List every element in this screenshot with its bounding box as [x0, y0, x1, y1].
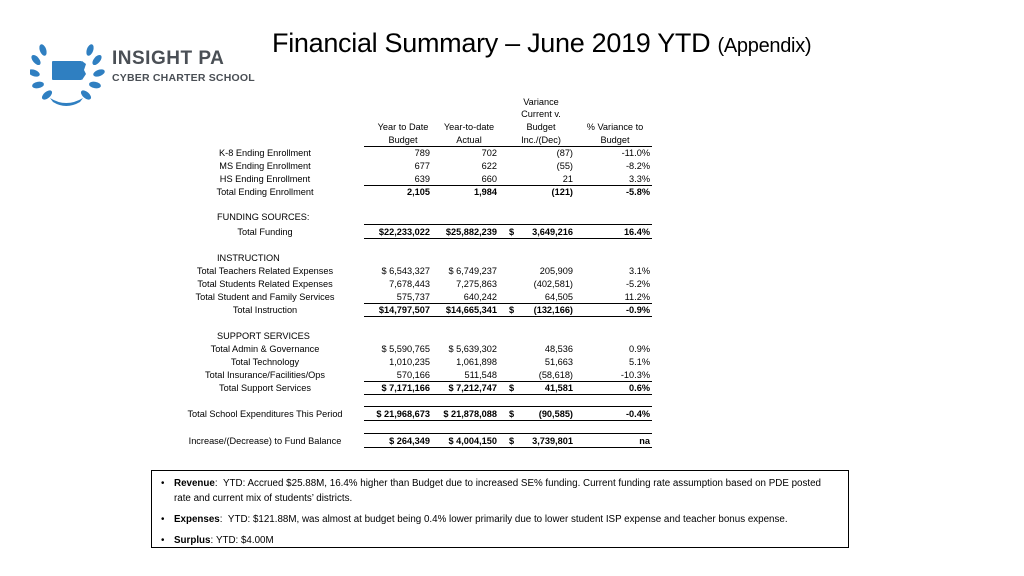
total-rule-bottom	[364, 447, 652, 448]
row-label: Total Insurance/Facilities/Ops	[205, 370, 325, 380]
note-surplus-text: YTD: $4.00M	[215, 535, 274, 546]
cell-budget: 575,737	[396, 292, 430, 302]
total-rule-top	[364, 224, 652, 225]
row-label: Total Funding	[237, 227, 293, 237]
cell-dollar-sign: $	[509, 409, 515, 419]
cell-pct: 5.1%	[629, 357, 650, 367]
cell-budget: 789	[414, 148, 430, 158]
cell-variance: (87)	[556, 148, 573, 158]
row-label: Total Students Related Expenses	[197, 279, 333, 289]
cell-variance: 64,505	[544, 292, 573, 302]
cell-actual: 660	[481, 174, 497, 184]
cell-variance: 41,581	[544, 383, 573, 393]
cell-pct: -11.0%	[621, 148, 650, 158]
cell-pct: -8.2%	[625, 161, 650, 171]
cell-actual: 511,548	[464, 370, 497, 380]
cell-actual: $ 7,212,747	[448, 383, 497, 393]
section-header: FUNDING SOURCES:	[217, 212, 310, 222]
cell-actual: 7,275,863	[456, 279, 497, 289]
row-label: K-8 Ending Enrollment	[219, 148, 311, 158]
note-revenue-label: Revenue	[174, 478, 215, 489]
cell-variance: 3,649,216	[532, 227, 573, 237]
cell-budget: 2,105	[407, 187, 430, 197]
cell-variance: 51,663	[544, 357, 573, 367]
total-rule-bottom	[364, 238, 652, 239]
note-expenses-text: YTD: $121.88M, was almost at budget being 0.4% lower primarily due to lower student ISP expense and teacher bonus expense.	[227, 514, 788, 525]
cell-actual: $25,882,239	[445, 227, 497, 237]
total-rule	[364, 381, 652, 382]
row-label: Total School Expenditures This Period	[187, 409, 343, 419]
header-rule	[364, 146, 652, 147]
cell-variance: 21	[562, 174, 573, 184]
cell-actual: $14,665,341	[445, 305, 497, 315]
cell-dollar-sign: $	[509, 305, 515, 315]
row-label: Total Instruction	[232, 305, 298, 315]
cell-actual: 622	[481, 161, 497, 171]
cell-actual: $ 6,749,237	[448, 266, 497, 276]
row-label: HS Ending Enrollment	[219, 174, 311, 184]
header-actual-line1: Year-to-date	[443, 122, 495, 132]
cell-pct: 0.9%	[629, 344, 650, 354]
cell-budget: 677	[414, 161, 430, 171]
total-rule-bottom	[364, 420, 652, 421]
cell-variance: (121)	[551, 187, 573, 197]
cell-actual: 1,984	[474, 187, 497, 197]
cell-pct: -5.8%	[625, 187, 650, 197]
cell-budget: $ 5,590,765	[381, 344, 430, 354]
cell-budget: 570,166	[396, 370, 430, 380]
logo-subtitle: CYBER CHARTER SCHOOL	[112, 72, 255, 84]
cell-pct: 11.2%	[624, 292, 650, 302]
row-label: Increase/(Decrease) to Fund Balance	[188, 436, 342, 446]
cell-variance: 3,739,801	[532, 436, 573, 446]
cell-variance: 48,536	[544, 344, 573, 354]
row-label: Total Teachers Related Expenses	[196, 266, 334, 276]
total-rule	[364, 185, 652, 186]
cell-pct: -0.9%	[625, 305, 650, 315]
header-variance-line1: Variance	[523, 97, 559, 107]
cell-budget: 7,678,443	[389, 279, 430, 289]
cell-variance: (402,581)	[533, 279, 573, 289]
cell-variance: 205,909	[539, 266, 573, 276]
row-label: Total Student and Family Services	[195, 292, 335, 302]
note-surplus-label: Surplus	[174, 535, 211, 546]
total-rule-top	[364, 406, 652, 407]
total-rule	[364, 303, 652, 304]
header-pct-line2: Budget	[600, 135, 630, 145]
cell-pct: -10.3%	[620, 370, 650, 380]
cell-variance: (132,166)	[533, 305, 573, 315]
cell-actual: 702	[481, 148, 497, 158]
cell-pct: 0.6%	[629, 383, 650, 393]
note-revenue-text: YTD: Accrued $25.88M, 16.4% higher than Budget due to increased SE% funding. Current funding rate assumption based on PDE posted rate and current mix of students’ districts.	[174, 478, 821, 504]
title-appendix: (Appendix)	[717, 35, 812, 57]
cell-budget: $ 21,968,673	[376, 409, 430, 419]
cell-budget: $ 7,171,166	[381, 383, 430, 393]
row-label: Total Support Services	[219, 383, 311, 393]
cell-pct: -0.4%	[625, 409, 650, 419]
header-actual-line2: Actual	[456, 135, 482, 145]
cell-budget: $ 264,349	[389, 436, 430, 446]
header-budget-line2: Budget	[388, 135, 418, 145]
cell-variance: (58,618)	[538, 370, 573, 380]
cell-pct: 3.1%	[629, 266, 650, 276]
header-variance-line4: Inc./(Dec)	[521, 135, 561, 145]
total-rule-top	[364, 433, 652, 434]
note-expenses-label: Expenses	[174, 514, 220, 525]
note-expenses: • Expenses: YTD: $121.88M, was almost at budget being 0.4% lower primarily due to lower student ISP expense and teacher bonus expense.	[160, 512, 840, 527]
cell-actual: 1,061,898	[456, 357, 497, 367]
cell-budget: $14,797,507	[378, 305, 430, 315]
cell-budget: $22,233,022	[378, 227, 430, 237]
row-label: MS Ending Enrollment	[219, 161, 311, 171]
total-rule-bottom	[364, 394, 652, 395]
cell-actual: $ 21,878,088	[443, 409, 497, 419]
note-revenue: • Revenue: YTD: Accrued $25.88M, 16.4% higher than Budget due to increased SE% funding. Current funding rate assumption based on PDE posted rate and current mix of students’ districts.	[160, 476, 840, 506]
title-main: Financial Summary – June 2019 YTD	[272, 28, 711, 58]
logo-name: INSIGHT PA	[112, 48, 225, 69]
cell-budget: 639	[414, 174, 430, 184]
header-variance-line2: Current v.	[521, 109, 561, 119]
cell-variance: (55)	[556, 161, 573, 171]
cell-budget: $ 6,543,327	[381, 266, 430, 276]
cell-actual: $ 4,004,150	[448, 436, 497, 446]
section-header: INSTRUCTION	[217, 253, 280, 263]
cell-budget: 1,010,235	[389, 357, 430, 367]
note-surplus: • Surplus: YTD: $4.00M	[160, 533, 840, 548]
cell-actual: $ 5,639,302	[448, 344, 497, 354]
section-header: SUPPORT SERVICES	[217, 331, 310, 341]
cell-dollar-sign: $	[509, 227, 515, 237]
cell-pct: na	[639, 436, 650, 446]
header-budget-line1: Year to Date	[377, 122, 429, 132]
cell-dollar-sign: $	[509, 383, 515, 393]
cell-dollar-sign: $	[509, 436, 515, 446]
total-rule-bottom	[364, 316, 652, 317]
cell-variance: (90,585)	[538, 409, 573, 419]
header-pct-line1: % Variance to	[586, 122, 644, 132]
cell-actual: 640,242	[463, 292, 497, 302]
row-label: Total Technology	[230, 357, 300, 367]
header-variance-line3: Budget	[526, 122, 556, 132]
cell-pct: -5.2%	[625, 279, 650, 289]
row-label: Total Admin & Governance	[210, 344, 320, 354]
row-label: Total Ending Enrollment	[216, 187, 314, 197]
cell-pct: 3.3%	[629, 174, 650, 184]
cell-pct: 16.4%	[623, 227, 650, 237]
notes-box	[151, 470, 849, 548]
